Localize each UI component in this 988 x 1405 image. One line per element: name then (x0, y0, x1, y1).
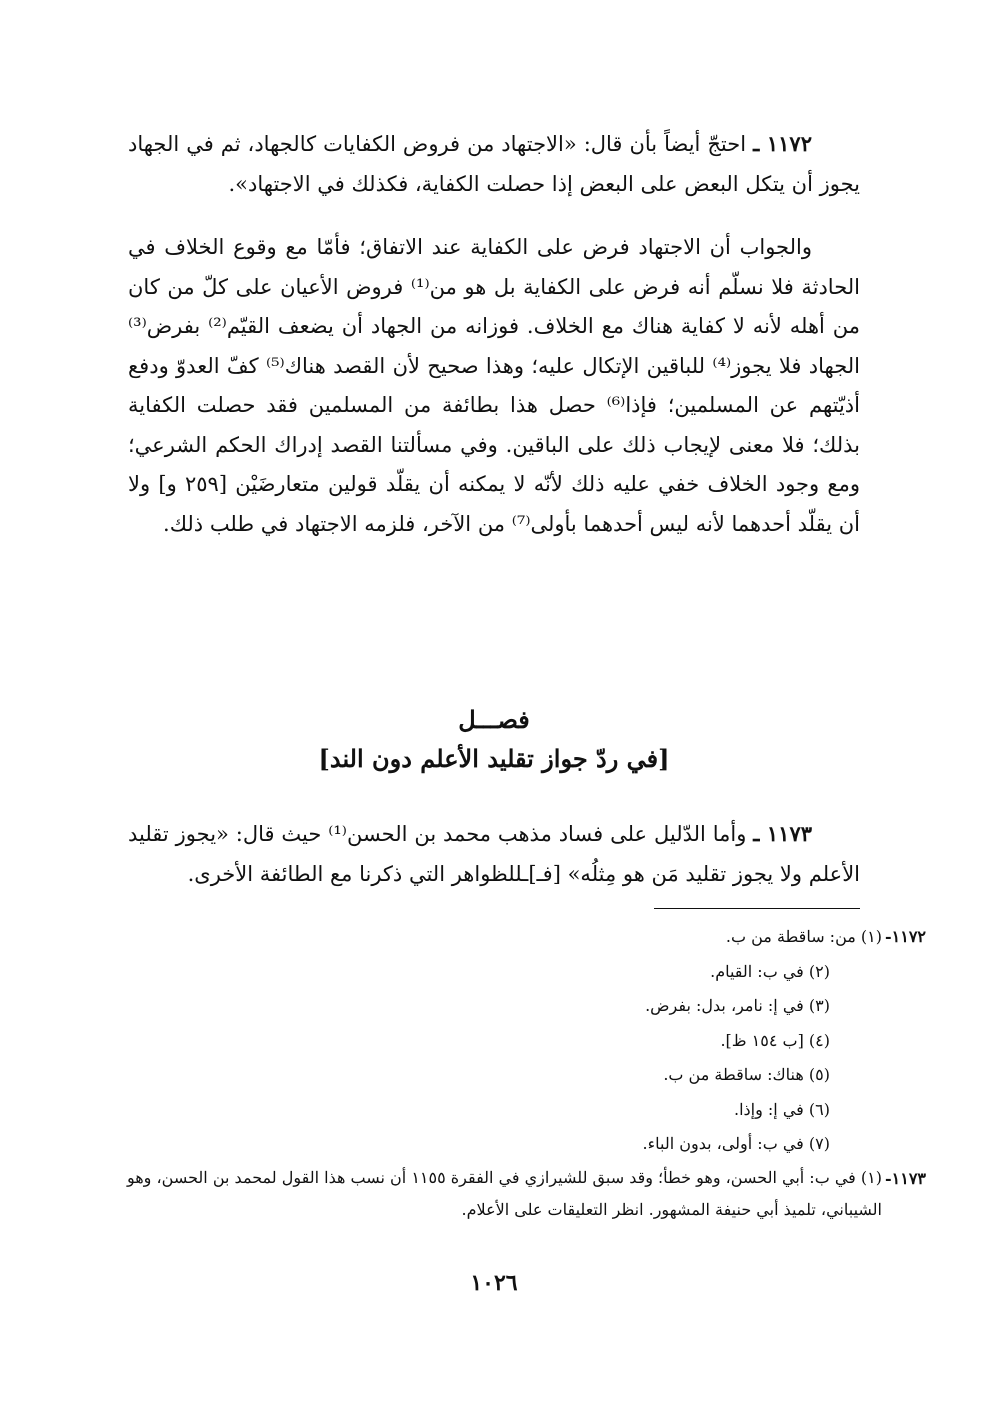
paragraph-text: والجواب أن الاجتهاد فرض على الكفاية عند الاتفاق؛ فأمّا مع وقوع الخلاف في الحادثة فلا نسلّم أنه فرض على الكفاية بل هو من⁽¹⁾ فروض الأعيان على كلّ من كان من أهله لأنه لا كفاية هناك مع الخلاف. فوزانه من الجهاد أن يضعف القيّم⁽²⁾ بفرض⁽³⁾ الجهاد فلا يجوز⁽⁴⁾ للباقين الإتكال عليه؛ وهذا صحيح لأن القصد هناك⁽⁵⁾ كفّ العدوّ ودفع أذيّتهم عن المسلمين؛ فإذا⁽⁶⁾ حصل هذا بطائفة من المسلمين فقد حصلت الكفاية بذلك؛ فلا معنى لإيجاب ذلك على الباقين. وفي مسألتنا القصد إدراك الحكم الشرعي؛ ومع وجود الخلاف خفي عليه ذلك لأنّه لا يمكنه أن يقلّد قولين متعارضَيْن [٢٥٩ و] ولا أن يقلّد أحدهما لأنه ليس أحدهما بأولى⁽⁷⁾ من الآخر، فلزمه الاجتهاد في طلب ذلك. (128, 235, 861, 536)
paragraph-number: ١١٧٢ ـ (753, 131, 812, 156)
paragraph-text: وأما الدّليل على فساد مذهب محمد بن الحسن⁽¹⁾ حيث قال: «يجوز تقليد الأعلم ولا يجوز تقليد مَن هو مِثلُه» [فـ]ـللظواهر التي ذكرنا مع الطائفة الأخرى. (128, 822, 860, 886)
footnote-item: (٣) في إ: نامر، بدل: بفرض. (645, 996, 830, 1015)
footnotes (126, 920, 926, 1226)
footnote-group-1173 (126, 1162, 926, 1226)
footnote-item: (٥) هناك: ساقطة من ب. (663, 1065, 830, 1084)
section-title: فصـــل (458, 705, 530, 734)
footnote-item: (٧) في ب: أولى، بدون الباء. (642, 1134, 830, 1153)
footnote-separator (654, 908, 860, 909)
footnote-group-number: ١١٧٢- (884, 927, 926, 946)
page-number: ١٠٢٦ (470, 1270, 518, 1296)
paragraph-1172 (128, 124, 860, 204)
footnote-group-1172 (126, 920, 926, 1162)
footnote-item: (٢) في ب: القيام. (710, 961, 830, 981)
footnote-item: (١) من: ساقطة من ب. (725, 927, 882, 946)
footnote-item: (٦) في إ: وإذا. (734, 1099, 830, 1119)
footnote-item: (١) في ب: أبي الحسن، وهو خطأ؛ وقد سبق للشيرازي في الفقرة ١١٥٥ أن نسب هذا القول لمحمد بن الحسن، وهو الشيباني، تلميذ أبي حنيفة المشهور. انظر التعليقات على الأعلام. (126, 1167, 882, 1219)
paragraph-number: ١١٧٣ ـ (753, 821, 813, 846)
footnote-group-number: ١١٧٣- (884, 1168, 926, 1188)
paragraph-1173 (128, 814, 860, 894)
section-heading (128, 700, 860, 778)
paragraph-text: احتجّ أيضاً بأن قال: «الاجتهاد من فروض الكفايات كالجهاد، ثم في الجهاد يجوز أن يتكل البعض على البعض إذا حصلت الكفاية، فكذلك في الاجتهاد». (128, 132, 860, 196)
section-subtitle: [في ردّ جواز تقليد الأعلم دون الند] (318, 744, 670, 773)
main-text (128, 124, 860, 544)
footnote-item: (٤) [ب ١٥٤ ظ]. (720, 1030, 830, 1050)
paragraph-answer (128, 228, 860, 544)
